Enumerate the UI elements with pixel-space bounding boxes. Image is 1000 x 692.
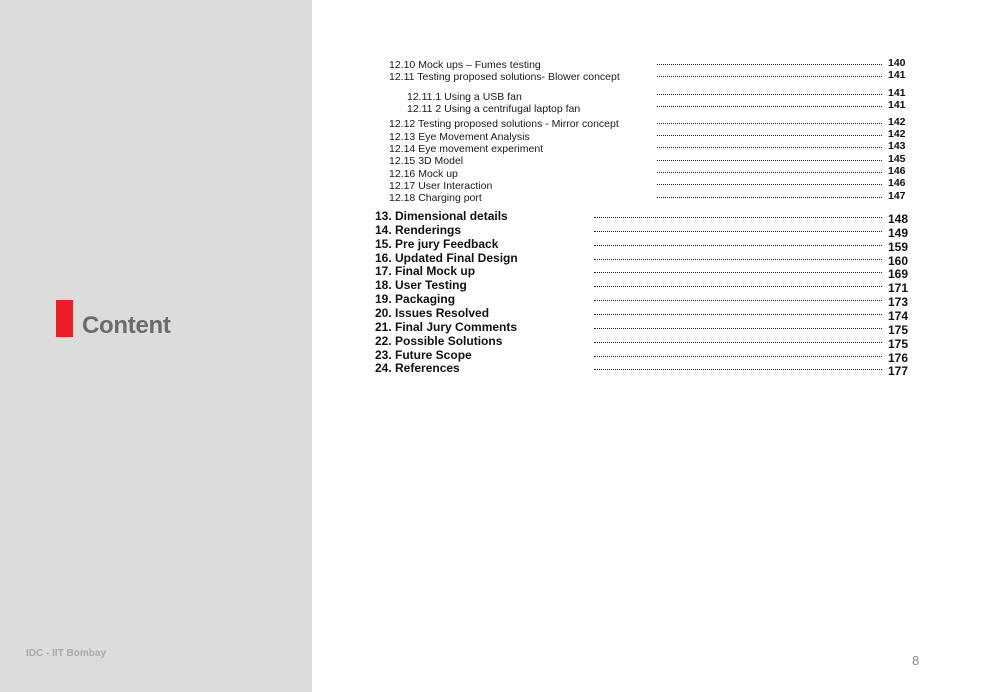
- toc-leader: [594, 300, 882, 301]
- toc-sub-entry-title: 12.12 Testing proposed solutions - Mirror concept: [389, 118, 619, 130]
- toc-leader: [594, 342, 882, 343]
- toc-main-entry-title: 18. User Testing: [375, 278, 467, 293]
- toc-sub-entry-page: 146: [888, 177, 906, 189]
- toc-main-entry-title: 15. Pre jury Feedback: [375, 236, 499, 251]
- toc-sub-entry-title: 12.10 Mock ups – Fumes testing: [389, 59, 541, 71]
- toc-sub-entry-page: 147: [888, 190, 906, 202]
- toc-main-entry-page: 177: [888, 364, 909, 379]
- toc-leader: [657, 94, 882, 95]
- toc-main-entry-page: 148: [888, 212, 909, 226]
- toc-sub-entry-title: 12.18 Charging port: [389, 192, 482, 204]
- toc-sub-entry-page: 142: [888, 128, 906, 140]
- toc-leader: [657, 184, 882, 185]
- toc-sub-entry-page: 141: [888, 87, 906, 99]
- footer-label: IDC - IIT Bombay: [26, 648, 107, 659]
- toc-leader: [657, 147, 882, 148]
- toc-main-entry-title: 13. Dimensional details: [375, 209, 508, 223]
- toc-main-entry-title: 24. References: [375, 361, 460, 376]
- toc-main-entry-title: 20. Issues Resolved: [375, 305, 490, 320]
- toc-leader: [657, 172, 882, 173]
- toc-sub-entry-title: 12.11 Testing proposed solutions- Blower concept: [389, 71, 620, 83]
- section-title: Content: [82, 312, 171, 339]
- toc-leader: [657, 197, 882, 198]
- toc-main-entry-page: 160: [888, 253, 909, 268]
- toc-sub-entry-page: 145: [888, 153, 906, 165]
- toc-sub-entry-page: 143: [888, 140, 906, 152]
- toc-sub-entry-page: 146: [888, 165, 906, 177]
- toc-sub-entry-title: 12.16 Mock up: [389, 168, 458, 180]
- toc-leader: [657, 106, 882, 107]
- toc-sub-entry-page: 141: [888, 99, 906, 111]
- toc-sub-entry-page: 141: [888, 69, 906, 81]
- toc-main-entry-page: 176: [888, 350, 909, 365]
- sidebar-panel: [0, 0, 312, 692]
- toc-leader: [657, 160, 882, 161]
- toc-sub-entry-title: 12.11 2 Using a centrifugal laptop fan: [407, 103, 581, 115]
- toc-main-entry-title: 16. Updated Final Design: [375, 250, 518, 265]
- toc-leader: [594, 217, 882, 218]
- toc-sub-entry-title: 12.11.1 Using a USB fan: [407, 91, 522, 103]
- toc-main-entry-title: 23. Future Scope: [375, 347, 472, 362]
- toc-leader: [657, 64, 882, 65]
- toc-main-entry-title: 14. Renderings: [375, 222, 462, 237]
- toc-main-entry-page: 175: [888, 322, 909, 337]
- toc-leader: [594, 259, 882, 260]
- toc-main-entry-title: 17. Final Mock up: [375, 264, 476, 279]
- accent-bar: [56, 300, 73, 337]
- toc-sub-entry-page: 142: [888, 116, 906, 128]
- toc-leader: [594, 272, 882, 273]
- toc-sub-entry-title: 12.13 Eye Movement Analysis: [389, 131, 530, 143]
- toc-leader: [594, 231, 882, 232]
- toc-sub-entry-title: 12.15 3D Model: [389, 155, 464, 167]
- toc-leader: [594, 286, 882, 287]
- toc-leader: [657, 76, 882, 77]
- toc-sub-entry-page: 140: [888, 57, 906, 69]
- toc-main-entry-title: 21. Final Jury Comments: [375, 319, 518, 334]
- page-number: 8: [912, 653, 920, 668]
- toc-leader: [594, 328, 882, 329]
- toc-main-entry-page: 149: [888, 225, 909, 240]
- toc-leader: [657, 123, 882, 124]
- toc-main-entry-page: 175: [888, 336, 909, 351]
- toc-sub-entry-title: 12.14 Eye movement experiment: [389, 143, 544, 155]
- toc-main-entry-page: 171: [888, 281, 909, 296]
- toc-leader: [594, 314, 882, 315]
- toc-main-entry-page: 159: [888, 239, 909, 254]
- toc-leader: [594, 369, 882, 370]
- toc-main-entry-page: 169: [888, 267, 909, 282]
- toc-main-entry-title: 22. Possible Solutions: [375, 333, 503, 348]
- toc-leader: [594, 245, 882, 246]
- toc-main-entry-title: 19. Packaging: [375, 292, 456, 307]
- toc-leader: [594, 356, 882, 357]
- toc-main-entry-page: 173: [888, 295, 909, 310]
- toc-sub-entry-title: 12.17 User Interaction: [389, 180, 493, 192]
- toc-main-entry-page: 174: [888, 308, 909, 323]
- toc-leader: [657, 135, 882, 136]
